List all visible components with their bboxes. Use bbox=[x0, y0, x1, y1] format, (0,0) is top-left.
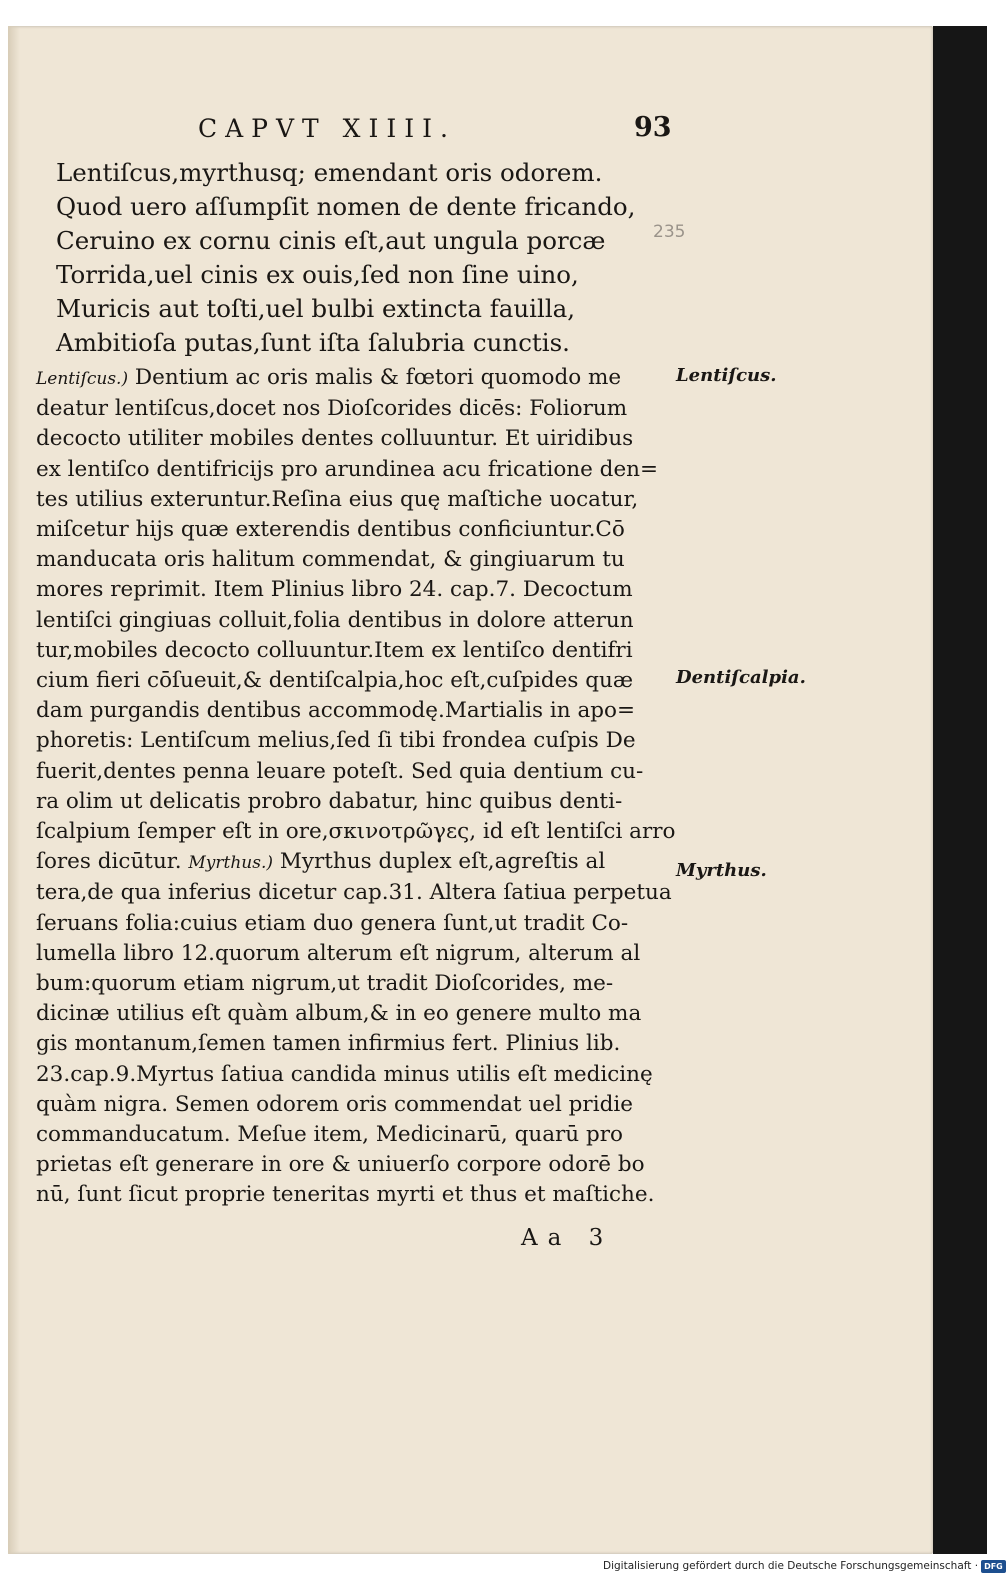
commentary-line: ſcalpium ſemper eſt in ore,σκινοτρῶγες, id eſt lentiſci arro bbox=[36, 819, 676, 845]
commentary-line bbox=[36, 363, 672, 394]
side-note-myrthus: Myrthus. bbox=[676, 860, 767, 881]
verse-line: Quod uero aſſumpſit nomen de dente fricando, bbox=[56, 192, 636, 221]
commentary-line: quàm nigra. Semen odorem oris commendat uel pridie bbox=[36, 1091, 633, 1117]
verse-line: Torrida,uel cinis ex ouis,ſed non ſine uino, bbox=[56, 260, 579, 289]
commentary-line: lumella libro 12.quorum alterum eſt nigrum, alterum al bbox=[36, 940, 641, 966]
commentary-line: tur,mobiles decocto colluuntur.Item ex lentiſco dentifri bbox=[36, 637, 633, 663]
page-edge-shadow bbox=[933, 26, 987, 1554]
commentary-line: lentiſci gingiuas colluit,folia dentibus in dolore atterun bbox=[36, 607, 634, 633]
commentary-text: Dentium ac oris malis & fœtori quomodo me bbox=[128, 365, 622, 390]
commentary-line: cium fieri cōſueuit,& dentiſcalpia,hoc eſt,cuſpides quæ bbox=[36, 668, 634, 694]
commentary-line: decocto utiliter mobiles dentes colluuntur. Et uiridibus bbox=[36, 426, 634, 452]
verse-line: Lentiſcus,myrthusq; emendant oris odorem. bbox=[56, 158, 603, 187]
commentary-line: nū, ſunt ſicut proprie teneritas myrti et thus et maſtiche. bbox=[36, 1182, 655, 1208]
commentary-line: 23.cap.9.Myrtus ſatiua candida minus utilis eſt medicinę bbox=[36, 1061, 653, 1087]
commentary-line bbox=[36, 847, 672, 878]
dfg-logo-icon: DFG bbox=[981, 1560, 1006, 1573]
commentary-line: mores reprimit. Item Plinius libro 24. cap.7. Decoctum bbox=[36, 577, 633, 603]
commentary-line: tera,de qua inferius dicetur cap.31. Altera ſatiua perpetua bbox=[36, 880, 672, 906]
commentary-line: bum:quorum etiam nigrum,ut tradit Dioſcorides, me- bbox=[36, 971, 614, 997]
gutter-shadow bbox=[8, 26, 20, 1554]
lemma-myrthus: Myrthus.) bbox=[188, 853, 274, 874]
folio-number: 93 bbox=[634, 112, 672, 143]
commentary-line: commanducatum. Meſue item, Medicinarū, quarū pro bbox=[36, 1122, 623, 1148]
verse-line: Ambitioſa putas,ſunt iſta ſalubria cunctis. bbox=[56, 328, 570, 357]
commentary-line: miſcetur hijs quæ exterendis dentibus conficiuntur.Cō bbox=[36, 517, 625, 543]
commentary-block bbox=[36, 363, 676, 1211]
commentary-line: ra olim ut delicatis probro dabatur, hinc quibus denti- bbox=[36, 788, 623, 814]
commentary-line: deatur lentiſcus,docet nos Dioſcorides dicēs: Foliorum bbox=[36, 396, 628, 422]
commentary-line: tes utilius exteruntur.Reſina eius quę maſtiche uocatur, bbox=[36, 486, 639, 512]
side-note-lentiscus: Lentiſcus. bbox=[676, 365, 777, 386]
commentary-line: gis montanum,ſemen tamen infirmius fert. Plinius lib. bbox=[36, 1031, 621, 1057]
commentary-line: ex lentiſco dentifricijs pro arundinea acu fricatione den= bbox=[36, 456, 659, 482]
verse-line: Muricis aut toſti,uel bulbi extincta fauilla, bbox=[56, 294, 576, 323]
lemma-lentiscus: Lentiſcus.) bbox=[36, 369, 129, 389]
verse-line: Ceruino ex cornu cinis eſt,aut ungula porcæ bbox=[56, 226, 606, 255]
running-title: CAPVT XIIII. bbox=[198, 114, 456, 143]
pencil-margin-note: 235 bbox=[653, 222, 686, 242]
commentary-line: dicinæ utilius eſt quàm album,& in eo genere multo ma bbox=[36, 1001, 642, 1027]
commentary-line: manducata oris halitum commendat, & gingiuarum tu bbox=[36, 547, 625, 573]
side-note-dentiscalpia: Dentiſcalpia. bbox=[676, 667, 806, 688]
credit-text: Digitalisierung gefördert durch die Deutsche Forschungsgemeinschaft · bbox=[603, 1560, 979, 1572]
commentary-line: prietas eſt generare in ore & uniuerſo corpore odorē bo bbox=[36, 1152, 645, 1178]
commentary-text: ſores dicūtur. bbox=[36, 849, 189, 875]
commentary-line: ſeruans folia:cuius etiam duo genera ſunt,ut tradit Co- bbox=[36, 910, 629, 936]
commentary-line: fuerit,dentes penna leuare poteſt. Sed quia dentium cu- bbox=[36, 758, 644, 784]
signature-mark: Aa 3 bbox=[521, 1225, 614, 1251]
digitization-credit bbox=[603, 1558, 1003, 1574]
commentary-text: Myrthus duplex eſt,agreſtis al bbox=[273, 849, 606, 875]
verse-block bbox=[56, 156, 656, 360]
commentary-line: dam purgandis dentibus accommodę.Martialis in apo= bbox=[36, 698, 635, 724]
commentary-line: phoretis: Lentiſcum melius,ſed ſi tibi frondea cuſpis De bbox=[36, 728, 636, 754]
